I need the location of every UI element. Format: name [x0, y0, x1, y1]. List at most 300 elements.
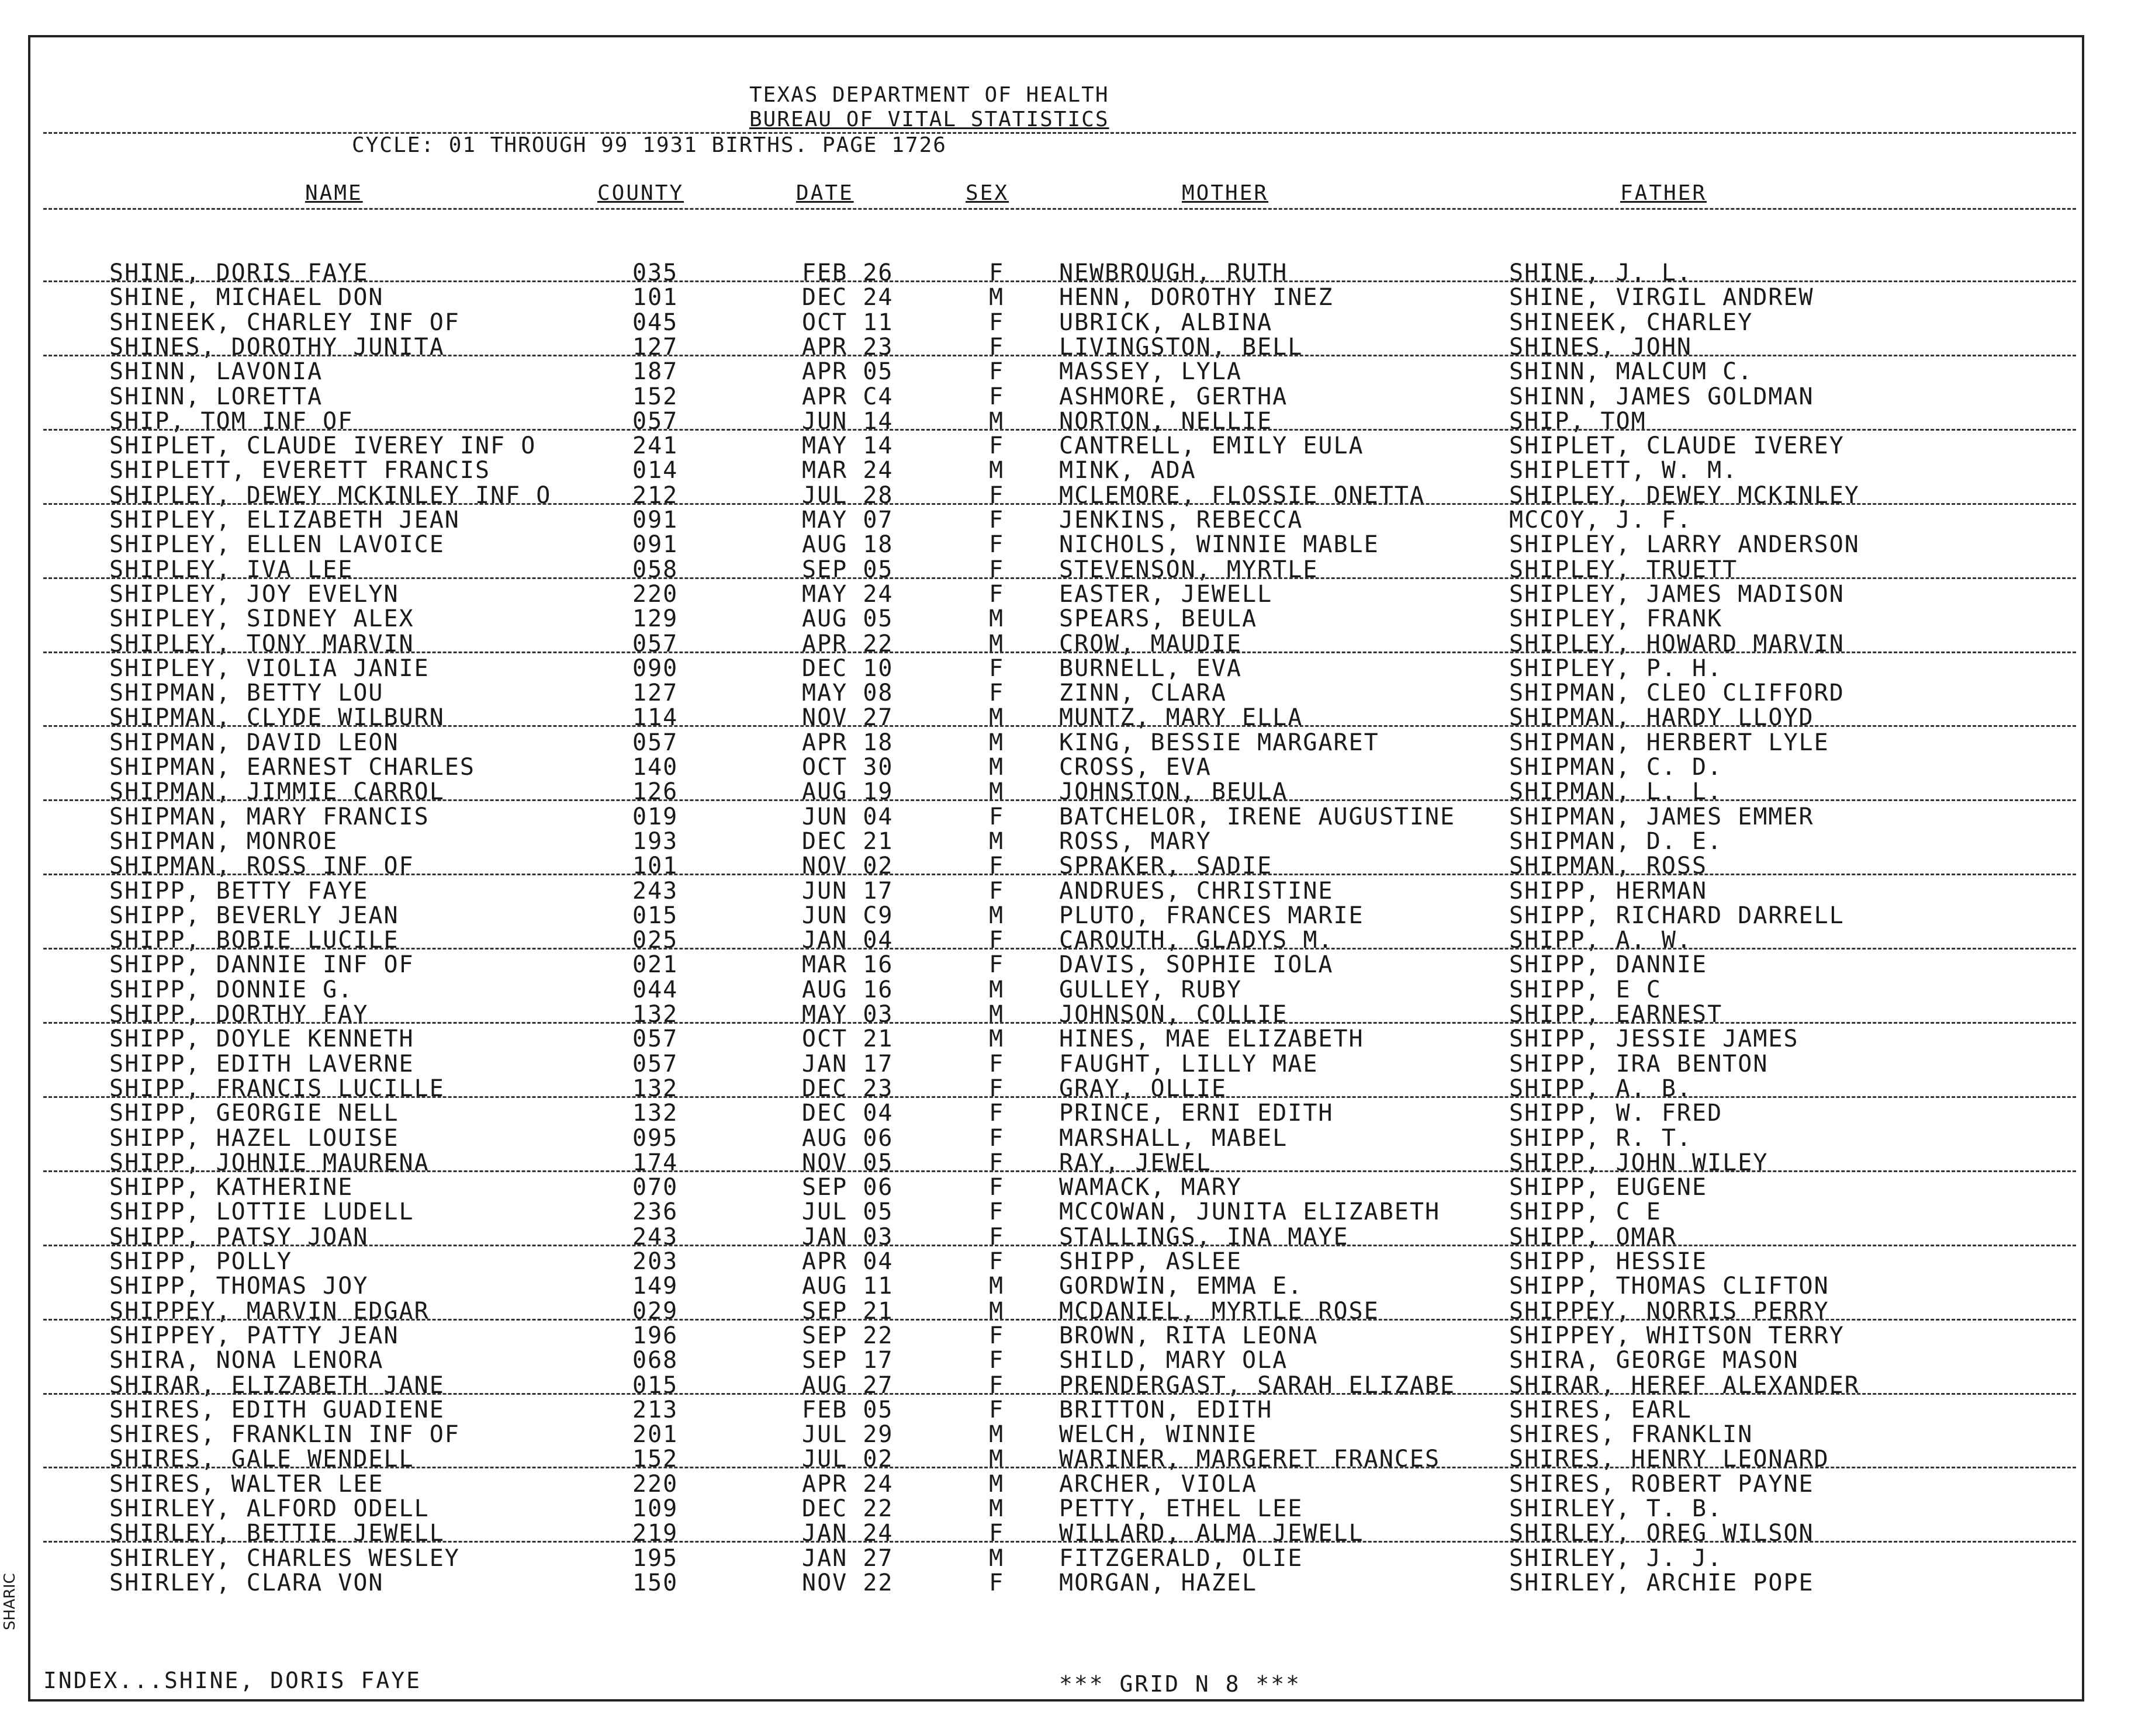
record-sex: M	[989, 754, 1005, 781]
side-margin-tag: SHARIC	[1, 1573, 19, 1630]
record-row	[30, 1470, 2082, 1498]
record-county: 149	[632, 1273, 679, 1300]
record-date: APR 22	[802, 630, 894, 657]
record-mother: GRAY, OLLIE	[1059, 1075, 1227, 1102]
record-date: APR 05	[802, 358, 894, 386]
index-footer: INDEX...SHINE, DORIS FAYE	[43, 1668, 421, 1693]
record-sex: F	[989, 1371, 1005, 1399]
record-name: SHIPMAN, MONROE	[109, 827, 338, 855]
col-header-name: NAME	[305, 181, 363, 205]
record-name: SHIPP, DOYLE KENNETH	[109, 1025, 414, 1053]
record-date: APR 23	[802, 333, 894, 361]
record-father: SHIPP, A. W.	[1509, 927, 1692, 954]
record-row	[30, 507, 2082, 531]
record-county: 090	[632, 654, 679, 682]
record-mother: SPRAKER, SADIE	[1059, 853, 1273, 880]
record-date: JAN 17	[802, 1050, 894, 1077]
record-date: DEC 22	[802, 1495, 894, 1522]
record-sex: M	[989, 902, 1005, 929]
record-mother: HINES, MAE ELIZABETH	[1059, 1025, 1364, 1053]
record-date: JUL 28	[802, 481, 894, 509]
record-county: 057	[632, 407, 679, 435]
record-mother: SPEARS, BEULA	[1059, 605, 1258, 633]
record-date: AUG 11	[802, 1273, 894, 1300]
record-name: SHIP, TOM INF OF	[109, 407, 354, 435]
record-county: 029	[632, 1297, 679, 1325]
record-sex: F	[989, 803, 1005, 830]
record-father: MCCOY, J. F.	[1509, 507, 1692, 533]
record-mother: FAUGHT, LILLY MAE	[1059, 1050, 1319, 1077]
record-county: 095	[632, 1124, 679, 1152]
record-name: SHINN, LAVONIA	[109, 358, 323, 386]
record-name: SHIPP, BEVERLY JEAN	[109, 902, 399, 929]
record-sex: M	[989, 630, 1005, 657]
record-sex: M	[989, 778, 1005, 806]
record-row	[30, 1421, 2082, 1449]
record-mother: STALLINGS, INA MAYE	[1059, 1223, 1349, 1250]
record-name: SHIPPEY, MARVIN EDGAR	[109, 1297, 430, 1325]
row-separator-rule	[43, 1541, 2076, 1543]
record-date: SEP 22	[802, 1322, 894, 1349]
record-name: SHIRAR, ELIZABETH JANE	[109, 1371, 445, 1399]
record-father: SHIRLEY, J. J.	[1509, 1544, 1723, 1572]
record-county: 014	[632, 457, 679, 484]
record-county: 195	[632, 1544, 679, 1572]
record-mother: MINK, ADA	[1059, 457, 1196, 484]
record-county: 132	[632, 1100, 679, 1127]
record-name: SHIRES, WALTER LEE	[109, 1470, 384, 1498]
record-name: SHIRES, FRANKLIN INF OF	[109, 1421, 460, 1449]
record-father: SHIPMAN, D. E.	[1509, 827, 1723, 855]
record-date: APR C4	[802, 383, 894, 410]
record-name: SHIPP, JOHNIE MAURENA	[109, 1149, 430, 1176]
record-row	[30, 729, 2082, 754]
record-date: JAN 03	[802, 1223, 894, 1250]
record-name: SHIPLEY, ELLEN LAVOICE	[109, 531, 445, 559]
record-date: JUN C9	[802, 902, 894, 929]
record-county: 019	[632, 803, 679, 830]
record-sex: F	[989, 1124, 1005, 1152]
record-sex: F	[989, 951, 1005, 979]
record-mother: MASSEY, LYLA	[1059, 358, 1242, 386]
record-county: 152	[632, 383, 679, 410]
record-name: SHIRA, NONA LENORA	[109, 1347, 384, 1374]
record-father: SHIPP, RICHARD DARRELL	[1509, 902, 1845, 929]
record-date: OCT 21	[802, 1025, 894, 1053]
record-sex: F	[989, 1248, 1005, 1275]
record-name: SHIPMAN, CLYDE WILBURN	[109, 704, 445, 732]
record-name: SHIPP, DANNIE INF OF	[109, 951, 414, 979]
record-date: MAY 07	[802, 507, 894, 533]
record-row	[30, 1495, 2082, 1520]
record-mother: JOHNSON, COLLIE	[1059, 1001, 1288, 1028]
record-name: SHIPP, DONNIE G.	[109, 976, 354, 1003]
record-sex: F	[989, 1569, 1005, 1596]
row-separator-rule	[43, 1096, 2076, 1098]
record-county: 243	[632, 1223, 679, 1250]
record-mother: HENN, DOROTHY INEZ	[1059, 284, 1334, 311]
record-father: SHIRA, GEORGE MASON	[1509, 1347, 1799, 1374]
record-sex: F	[989, 358, 1005, 386]
record-sex: M	[989, 729, 1005, 756]
record-row	[30, 680, 2082, 707]
record-name: SHIRLEY, ALFORD ODELL	[109, 1495, 430, 1522]
record-mother: WAMACK, MARY	[1059, 1174, 1242, 1201]
record-mother: NICHOLS, WINNIE MABLE	[1059, 531, 1379, 559]
record-date: JAN 24	[802, 1520, 894, 1547]
col-header-date: DATE	[796, 181, 854, 205]
grid-footer: *** GRID N 8 ***	[1059, 1671, 1302, 1697]
record-date: APR 24	[802, 1470, 894, 1498]
record-sex: M	[989, 407, 1005, 435]
record-sex: F	[989, 877, 1005, 905]
record-father: SHIPMAN, CLEO CLIFFORD	[1509, 680, 1845, 707]
record-date: FEB 26	[802, 259, 894, 286]
record-name: SHIPLET, CLAUDE IVEREY INF O	[109, 432, 537, 460]
record-name: SHIPLEY, IVA LEE	[109, 556, 354, 583]
record-county: 057	[632, 1050, 679, 1077]
record-county: 021	[632, 951, 679, 979]
record-county: 035	[632, 259, 679, 286]
record-name: SHIPMAN, MARY FRANCIS	[109, 803, 430, 830]
record-row	[30, 1397, 2082, 1421]
record-father: SHINN, MALCUM C.	[1509, 358, 1753, 386]
record-date: MAY 24	[802, 580, 894, 608]
record-father: SHIRES, ROBERT PAYNE	[1509, 1470, 1814, 1498]
record-date: MAY 08	[802, 680, 894, 707]
record-name: SHIPP, HAZEL LOUISE	[109, 1124, 399, 1152]
record-sex: F	[989, 680, 1005, 707]
record-mother: PRENDERGAST, SARAH ELIZABE	[1059, 1371, 1456, 1399]
record-sex: M	[989, 976, 1005, 1003]
record-father: SHIPP, E C	[1509, 976, 1662, 1003]
record-father: SHIRES, FRANKLIN	[1509, 1421, 1753, 1449]
record-county: 193	[632, 827, 679, 855]
record-mother: CANTRELL, EMILY EULA	[1059, 432, 1364, 460]
record-father: SHIPMAN, JAMES EMMER	[1509, 803, 1814, 830]
record-father: SHIPP, EUGENE	[1509, 1174, 1708, 1201]
record-name: SHIPLEY, ELIZABETH JEAN	[109, 507, 460, 533]
record-father: SHIPLEY, JAMES MADISON	[1509, 580, 1845, 608]
record-father: SHIPP, DANNIE	[1509, 951, 1708, 979]
record-sex: F	[989, 1100, 1005, 1127]
record-mother: SHIPP, ASLEE	[1059, 1248, 1242, 1275]
record-date: DEC 04	[802, 1100, 894, 1127]
record-date: MAY 03	[802, 1001, 894, 1028]
record-date: NOV 05	[802, 1149, 894, 1176]
record-name: SHIPMAN, JIMMIE CARROL	[109, 778, 445, 806]
record-name: SHIPP, FRANCIS LUCILLE	[109, 1075, 445, 1102]
record-row	[30, 1347, 2082, 1374]
record-county: 201	[632, 1421, 679, 1449]
record-date: NOV 22	[802, 1569, 894, 1596]
record-date: JUL 02	[802, 1446, 894, 1473]
record-father: SHIRLEY, ARCHIE POPE	[1509, 1569, 1814, 1596]
record-name: SHIRES, EDITH GUADIENE	[109, 1396, 445, 1423]
record-father: SHIPP, EARNEST	[1509, 1001, 1723, 1028]
record-sex: F	[989, 309, 1005, 336]
record-date: MAY 14	[802, 432, 894, 460]
record-row	[30, 457, 2082, 484]
record-county: 091	[632, 507, 679, 533]
record-row	[30, 902, 2082, 927]
record-mother: STEVENSON, MYRTLE	[1059, 556, 1319, 583]
record-name: SHIPLETT, EVERETT FRANCIS	[109, 457, 491, 484]
record-sex: F	[989, 531, 1005, 559]
agency-title: TEXAS DEPARTMENT OF HEALTH	[749, 83, 1109, 107]
record-row	[30, 605, 2082, 633]
record-date: NOV 02	[802, 853, 894, 880]
record-date: DEC 23	[802, 1075, 894, 1102]
record-sex: F	[989, 580, 1005, 608]
record-father: SHIPPEY, WHITSON TERRY	[1509, 1322, 1845, 1349]
record-father: SHIPP, A. B.	[1509, 1075, 1692, 1102]
record-father: SHIPP, JESSIE JAMES	[1509, 1025, 1799, 1053]
record-date: JAN 04	[802, 927, 894, 954]
record-name: SHIPP, KATHERINE	[109, 1174, 354, 1201]
record-date: JUL 05	[802, 1198, 894, 1226]
col-header-sex: SEX	[966, 181, 1009, 205]
record-father: SHIPPEY, NORRIS PERRY	[1509, 1297, 1829, 1325]
record-date: OCT 11	[802, 309, 894, 336]
record-father: SHIPP, HERMAN	[1509, 877, 1708, 905]
record-row	[30, 1100, 2082, 1127]
record-row	[30, 358, 2082, 386]
record-sex: F	[989, 481, 1005, 509]
record-name: SHIPP, BETTY FAYE	[109, 877, 369, 905]
record-county: 058	[632, 556, 679, 583]
record-mother: NEWBROUGH, RUTH	[1059, 259, 1288, 286]
record-name: SHIRES, GALE WENDELL	[109, 1446, 414, 1473]
record-mother: DAVIS, SOPHIE IOLA	[1059, 951, 1334, 979]
record-mother: WARINER, MARGERET FRANCES	[1059, 1446, 1441, 1473]
record-sex: F	[989, 1347, 1005, 1374]
record-father: SHIPMAN, L. L.	[1509, 778, 1723, 806]
record-sex: F	[989, 1174, 1005, 1201]
record-name: SHINN, LORETTA	[109, 383, 323, 410]
record-father: SHINES, JOHN	[1509, 333, 1692, 361]
record-mother: ROSS, MARY	[1059, 827, 1212, 855]
record-date: DEC 21	[802, 827, 894, 855]
record-name: SHIPLEY, JOY EVELYN	[109, 580, 399, 608]
record-county: 114	[632, 704, 679, 732]
record-name: SHIPMAN, ROSS INF OF	[109, 853, 414, 880]
record-date: AUG 05	[802, 605, 894, 633]
record-father: SHIPLEY, HOWARD MARVIN	[1509, 630, 1845, 657]
record-row	[30, 1569, 2082, 1594]
record-father: SHIPMAN, C. D.	[1509, 754, 1723, 781]
record-date: JUL 29	[802, 1421, 894, 1449]
record-date: JUN 17	[802, 877, 894, 905]
record-father: SHIPP, W. FRED	[1509, 1100, 1723, 1127]
record-date: MAR 24	[802, 457, 894, 484]
record-father: SHIPLEY, TRUETT	[1509, 556, 1738, 583]
record-row	[30, 803, 2082, 828]
record-sex: F	[989, 383, 1005, 410]
row-separator-rule	[43, 1467, 2076, 1468]
row-separator-rule	[43, 503, 2076, 505]
record-mother: MARSHALL, MABEL	[1059, 1124, 1288, 1152]
row-separator-rule	[43, 1319, 2076, 1321]
record-mother: EASTER, JEWELL	[1059, 580, 1273, 608]
row-separator-rule	[43, 429, 2076, 431]
record-father: SHIPLETT, W. M.	[1509, 457, 1738, 484]
record-date: JAN 27	[802, 1544, 894, 1572]
record-sex: M	[989, 1470, 1005, 1498]
record-father: SHIRES, HENRY LEONARD	[1509, 1446, 1829, 1473]
record-county: 243	[632, 877, 679, 905]
row-separator-rule	[43, 280, 2076, 282]
record-mother: KING, BESSIE MARGARET	[1059, 729, 1379, 756]
record-row	[30, 976, 2082, 1001]
record-date: AUG 27	[802, 1371, 894, 1399]
record-name: SHINEEK, CHARLEY INF OF	[109, 309, 460, 336]
record-name: SHINES, DOROTHY JUNITA	[109, 333, 445, 361]
record-mother: BROWN, RITA LEONA	[1059, 1322, 1319, 1349]
record-mother: FITZGERALD, OLIE	[1059, 1544, 1303, 1572]
record-county: 057	[632, 630, 679, 657]
record-mother: ASHMORE, GERTHA	[1059, 383, 1288, 410]
record-father: SHINEEK, CHARLEY	[1509, 309, 1753, 336]
record-mother: ANDRUES, CHRISTINE	[1059, 877, 1334, 905]
record-row	[30, 1248, 2082, 1273]
record-sex: F	[989, 507, 1005, 533]
record-date: JUN 04	[802, 803, 894, 830]
record-county: 236	[632, 1198, 679, 1226]
record-county: 070	[632, 1174, 679, 1201]
record-mother: UBRICK, ALBINA	[1059, 309, 1273, 336]
record-county: 150	[632, 1569, 679, 1596]
record-mother: MCCOWAN, JUNITA ELIZABETH	[1059, 1198, 1441, 1226]
record-father: SHIPP, IRA BENTON	[1509, 1050, 1769, 1077]
record-county: 129	[632, 605, 679, 633]
record-date: AUG 18	[802, 531, 894, 559]
record-mother: SHILD, MARY OLA	[1059, 1347, 1288, 1374]
record-mother: BURNELL, EVA	[1059, 654, 1242, 682]
record-row	[30, 531, 2082, 559]
record-name: SHIPLEY, VIOLIA JANIE	[109, 654, 430, 682]
record-name: SHINE, DORIS FAYE	[109, 259, 369, 286]
record-name: SHINE, MICHAEL DON	[109, 284, 384, 311]
cycle-line: CYCLE: 01 THROUGH 99 1931 BIRTHS. PAGE 1726	[352, 133, 947, 157]
record-county: 101	[632, 284, 679, 311]
row-separator-rule	[43, 1170, 2076, 1172]
record-row	[30, 1124, 2082, 1152]
record-row	[30, 1051, 2082, 1075]
printout-frame	[28, 35, 2084, 1702]
row-separator-rule	[43, 1022, 2076, 1024]
record-date: MAR 16	[802, 951, 894, 979]
bureau-title: BUREAU OF VITAL STATISTICS	[749, 108, 1109, 131]
record-sex: F	[989, 1223, 1005, 1250]
record-mother: MCDANIEL, MYRTLE ROSE	[1059, 1297, 1379, 1325]
record-sex: F	[989, 1322, 1005, 1349]
record-father: SHINE, J. L.	[1509, 259, 1692, 286]
col-header-mother: MOTHER	[1182, 181, 1269, 205]
col-header-county: COUNTY	[597, 181, 684, 205]
record-sex: M	[989, 1495, 1005, 1522]
record-mother: PLUTO, FRANCES MARIE	[1059, 902, 1364, 929]
record-sex: F	[989, 1520, 1005, 1547]
record-county: 132	[632, 1001, 679, 1028]
record-date: NOV 27	[802, 704, 894, 732]
record-county: 127	[632, 333, 679, 361]
record-father: SHIPP, THOMAS CLIFTON	[1509, 1273, 1829, 1300]
record-date: SEP 05	[802, 556, 894, 583]
record-date: SEP 17	[802, 1347, 894, 1374]
record-row	[30, 951, 2082, 979]
record-county: 220	[632, 1470, 679, 1498]
record-county: 187	[632, 358, 679, 386]
record-county: 044	[632, 976, 679, 1003]
record-sex: F	[989, 556, 1005, 583]
record-sex: F	[989, 654, 1005, 682]
record-sex: M	[989, 1297, 1005, 1325]
record-date: AUG 19	[802, 778, 894, 806]
col-header-father: FATHER	[1620, 181, 1707, 205]
record-name: SHIPP, GEORGIE NELL	[109, 1100, 399, 1127]
record-sex: F	[989, 853, 1005, 880]
record-father: SHIRLEY, OREG WILSON	[1509, 1520, 1814, 1547]
record-county: 132	[632, 1075, 679, 1102]
record-name: SHIPLEY, TONY MARVIN	[109, 630, 414, 657]
record-name: SHIPP, DORTHY FAY	[109, 1001, 369, 1028]
record-mother: JENKINS, REBECCA	[1059, 507, 1303, 533]
record-date: SEP 21	[802, 1297, 894, 1325]
record-mother: LIVINGSTON, BELL	[1059, 333, 1303, 361]
record-date: APR 04	[802, 1248, 894, 1275]
record-date: APR 18	[802, 729, 894, 756]
record-father: SHIRES, EARL	[1509, 1396, 1692, 1423]
record-name: SHIRLEY, CHARLES WESLEY	[109, 1544, 460, 1572]
record-mother: WILLARD, ALMA JEWELL	[1059, 1520, 1364, 1547]
record-mother: MUNTZ, MARY ELLA	[1059, 704, 1303, 732]
record-name: SHIRLEY, CLARA VON	[109, 1569, 384, 1596]
record-county: 045	[632, 309, 679, 336]
record-sex: F	[989, 1050, 1005, 1077]
record-county: 196	[632, 1322, 679, 1349]
record-father: SHIPP, C E	[1509, 1198, 1662, 1226]
record-county: 068	[632, 1347, 679, 1374]
row-separator-rule	[43, 577, 2076, 579]
record-sex: M	[989, 704, 1005, 732]
record-county: 057	[632, 729, 679, 756]
record-sex: F	[989, 927, 1005, 954]
record-county: 140	[632, 754, 679, 781]
record-sex: M	[989, 1421, 1005, 1449]
record-date: AUG 06	[802, 1124, 894, 1152]
record-name: SHIPLEY, SIDNEY ALEX	[109, 605, 414, 633]
record-name: SHIPP, EDITH LAVERNE	[109, 1050, 414, 1077]
record-row	[30, 284, 2082, 309]
record-county: 241	[632, 432, 679, 460]
record-father: SHIP, TOM	[1509, 407, 1646, 435]
record-date: DEC 10	[802, 654, 894, 682]
record-father: SHIPMAN, HARDY LLOYD	[1509, 704, 1814, 732]
record-name: SHIPMAN, DAVID LEON	[109, 729, 399, 756]
record-county: 025	[632, 927, 679, 954]
row-separator-rule	[43, 874, 2076, 875]
record-mother: PETTY, ETHEL LEE	[1059, 1495, 1303, 1522]
birth-records-list	[30, 37, 2082, 1699]
record-county: 212	[632, 481, 679, 509]
record-mother: WELCH, WINNIE	[1059, 1421, 1258, 1449]
record-sex: M	[989, 284, 1005, 311]
record-row	[30, 1273, 2082, 1300]
record-county: 174	[632, 1149, 679, 1176]
record-father: SHIPLET, CLAUDE IVEREY	[1509, 432, 1845, 460]
record-name: SHIPMAN, EARNEST CHARLES	[109, 754, 475, 781]
